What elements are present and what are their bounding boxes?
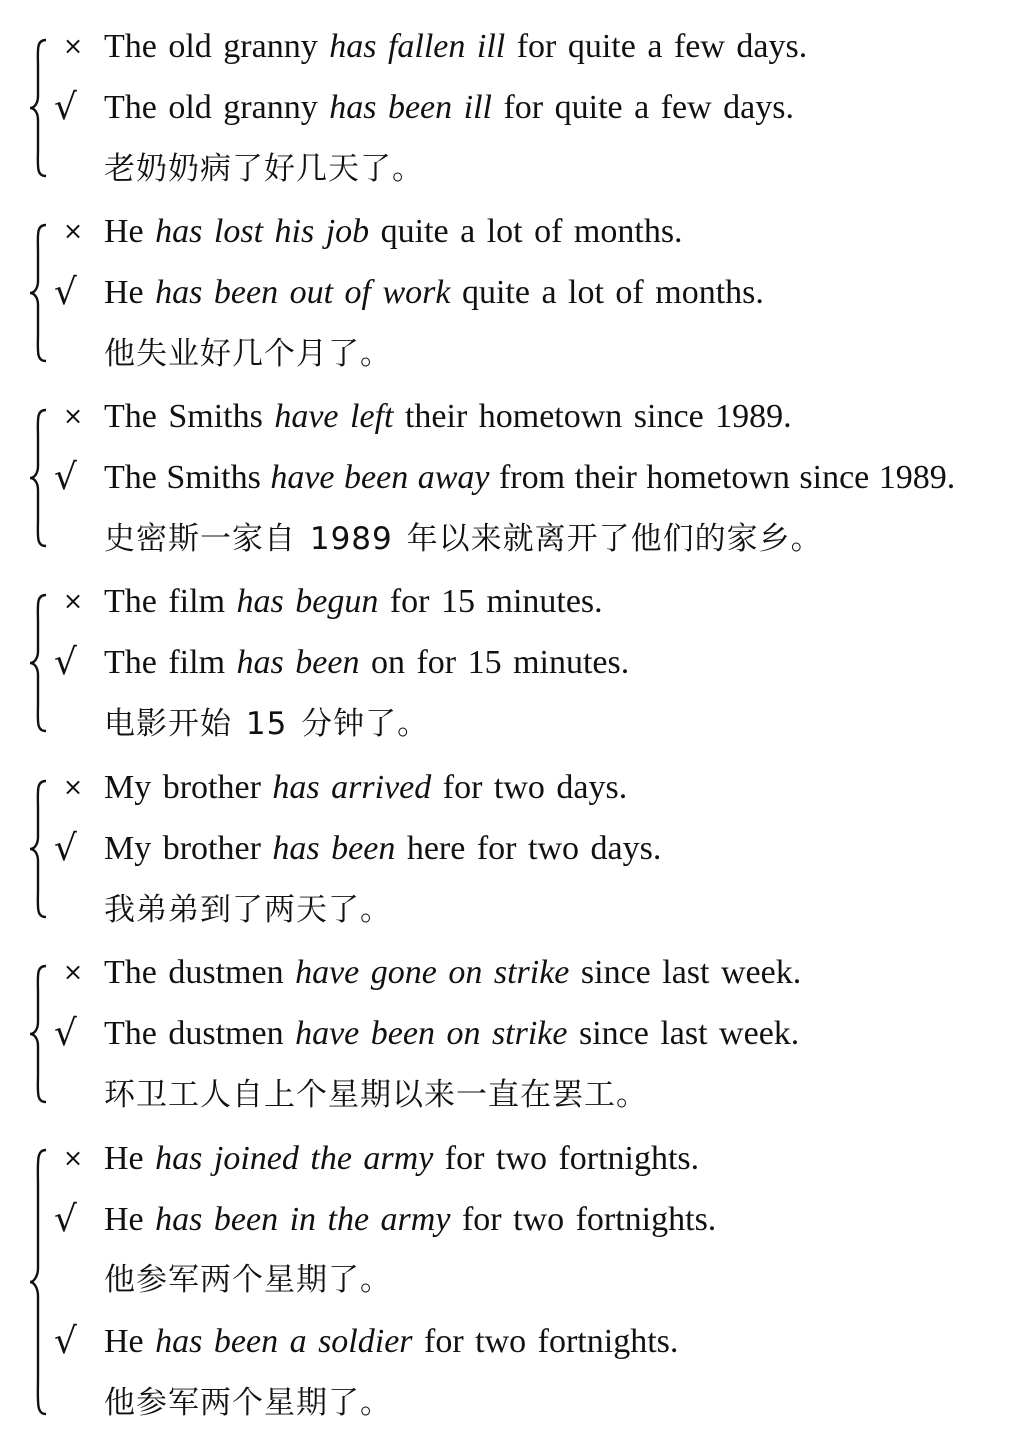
verb-phrase: have been on strike [295, 1015, 568, 1052]
sentence-group-6 [0, 942, 1032, 1127]
sentence-text [104, 818, 661, 879]
sentence-start: The film [104, 583, 226, 620]
check-icon: √ [54, 457, 77, 498]
sentence-text [104, 201, 683, 262]
check-icon: √ [54, 1199, 77, 1240]
sentence-text [104, 447, 955, 508]
chinese-translation [0, 509, 1032, 570]
sentence-end: quite a lot of months. [461, 274, 764, 311]
chinese-translation [0, 324, 1032, 385]
sentence-end: since last week. [578, 1015, 800, 1052]
sentence-text [104, 386, 792, 447]
sentence-end: for 15 minutes. [389, 583, 603, 620]
sentence-text [104, 757, 627, 818]
verb-phrase: have been away [270, 459, 490, 496]
cross-icon: × [63, 587, 84, 615]
correct-sentence [0, 447, 1032, 508]
sentence-text [104, 1128, 699, 1189]
sentence-start: He [104, 274, 144, 311]
sentence-end: their hometown since 1989. [404, 398, 792, 435]
sentence-end: for two fortnights. [424, 1323, 679, 1360]
sentence-end: quite a lot of months. [380, 213, 683, 250]
verb-phrase: has arrived [272, 769, 432, 806]
sentence-start: The dustmen [104, 954, 284, 991]
sentence-text [104, 571, 603, 632]
sentence-group-2 [0, 201, 1032, 386]
sentence-start: He [104, 1323, 144, 1360]
verb-phrase: has joined the army [155, 1140, 434, 1177]
cross-icon: × [63, 402, 84, 430]
verb-phrase: has been out of work [155, 274, 451, 311]
sentence-start: He [104, 213, 144, 250]
sentence-end: from their hometown since 1989. [498, 459, 956, 496]
sentence-end: for quite a few days. [516, 28, 808, 65]
chinese-translation-alternative [0, 1373, 1032, 1434]
translation-text: 电影开始 15 分钟了。 [104, 706, 430, 742]
verb-phrase: has been a soldier [155, 1323, 413, 1360]
incorrect-sentence [0, 16, 1032, 77]
translation-text: 我弟弟到了两天了。 [104, 892, 392, 928]
sentence-start: My brother [104, 769, 261, 806]
verb-phrase: has begun [236, 583, 379, 620]
sentence-end: on for 15 minutes. [370, 644, 630, 681]
sentence-group-3 [0, 386, 1032, 571]
correct-sentence [0, 632, 1032, 693]
verb-phrase: have left [274, 398, 394, 435]
correct-sentence-alternative [0, 1311, 1032, 1372]
verb-phrase: have gone on strike [295, 954, 570, 991]
chinese-translation [0, 1065, 1032, 1126]
translation-text: 环卫工人自上个星期以来一直在罢工。 [104, 1077, 648, 1113]
check-icon: √ [54, 1321, 77, 1362]
correct-sentence [0, 262, 1032, 323]
sentence-text [104, 77, 794, 138]
sentence-start: The film [104, 644, 226, 681]
incorrect-sentence [0, 201, 1032, 262]
verb-phrase: has fallen ill [329, 28, 506, 65]
check-icon: √ [54, 272, 77, 313]
incorrect-sentence [0, 571, 1032, 632]
sentence-text [104, 16, 807, 77]
translation-text: 他参军两个星期了。 [104, 1385, 392, 1421]
incorrect-sentence [0, 386, 1032, 447]
sentence-start: He [104, 1201, 144, 1238]
incorrect-sentence [0, 942, 1032, 1003]
sentence-group-7 [0, 1128, 1032, 1436]
translation-text: 他失业好几个月了。 [104, 336, 392, 372]
sentence-start: My brother [104, 830, 261, 867]
check-icon: √ [54, 642, 77, 683]
correct-sentence [0, 1003, 1032, 1064]
check-icon: √ [54, 87, 77, 128]
cross-icon: × [63, 1144, 84, 1172]
chinese-translation [0, 139, 1032, 200]
chinese-translation [0, 694, 1032, 755]
sentence-start: The Smiths [104, 459, 261, 496]
sentence-start: The dustmen [104, 1015, 284, 1052]
cross-icon: × [63, 217, 84, 245]
correct-sentence [0, 77, 1032, 138]
sentence-text [104, 262, 764, 323]
sentence-end: for two fortnights. [444, 1140, 700, 1177]
sentence-end: for two fortnights. [461, 1201, 717, 1238]
check-icon: √ [54, 1013, 77, 1054]
sentence-group-1 [0, 16, 1032, 201]
cross-icon: × [63, 958, 84, 986]
sentence-group-4 [0, 571, 1032, 756]
translation-text: 史密斯一家自 1989 年以来就离开了他们的家乡。 [104, 521, 823, 557]
sentence-text [104, 1189, 716, 1250]
correct-sentence [0, 1189, 1032, 1250]
sentence-start: The Smiths [104, 398, 263, 435]
sentence-text [104, 1311, 678, 1372]
chinese-translation [0, 1250, 1032, 1311]
sentence-text [104, 942, 801, 1003]
sentence-end: for two days. [442, 769, 628, 806]
chinese-translation [0, 880, 1032, 941]
check-icon: √ [54, 828, 77, 869]
sentence-end: here for two days. [406, 830, 662, 867]
translation-text: 他参军两个星期了。 [104, 1262, 392, 1298]
verb-phrase: has been [272, 830, 396, 867]
verb-phrase: has lost his job [155, 213, 370, 250]
incorrect-sentence [0, 1128, 1032, 1189]
sentence-end: since last week. [580, 954, 802, 991]
sentence-start: The old granny [104, 28, 318, 65]
sentence-end: for quite a few days. [503, 89, 794, 126]
incorrect-sentence [0, 757, 1032, 818]
sentence-group-5 [0, 757, 1032, 942]
sentence-start: The old granny [104, 89, 318, 126]
verb-phrase: has been [236, 644, 360, 681]
cross-icon: × [63, 773, 84, 801]
verb-phrase: has been ill [329, 89, 492, 126]
sentence-text [104, 632, 629, 693]
sentence-start: He [104, 1140, 144, 1177]
correct-sentence [0, 818, 1032, 879]
translation-text: 老奶奶病了好几天了。 [104, 151, 424, 187]
cross-icon: × [63, 32, 84, 60]
verb-phrase: has been in the army [155, 1201, 451, 1238]
sentence-text [104, 1003, 799, 1064]
